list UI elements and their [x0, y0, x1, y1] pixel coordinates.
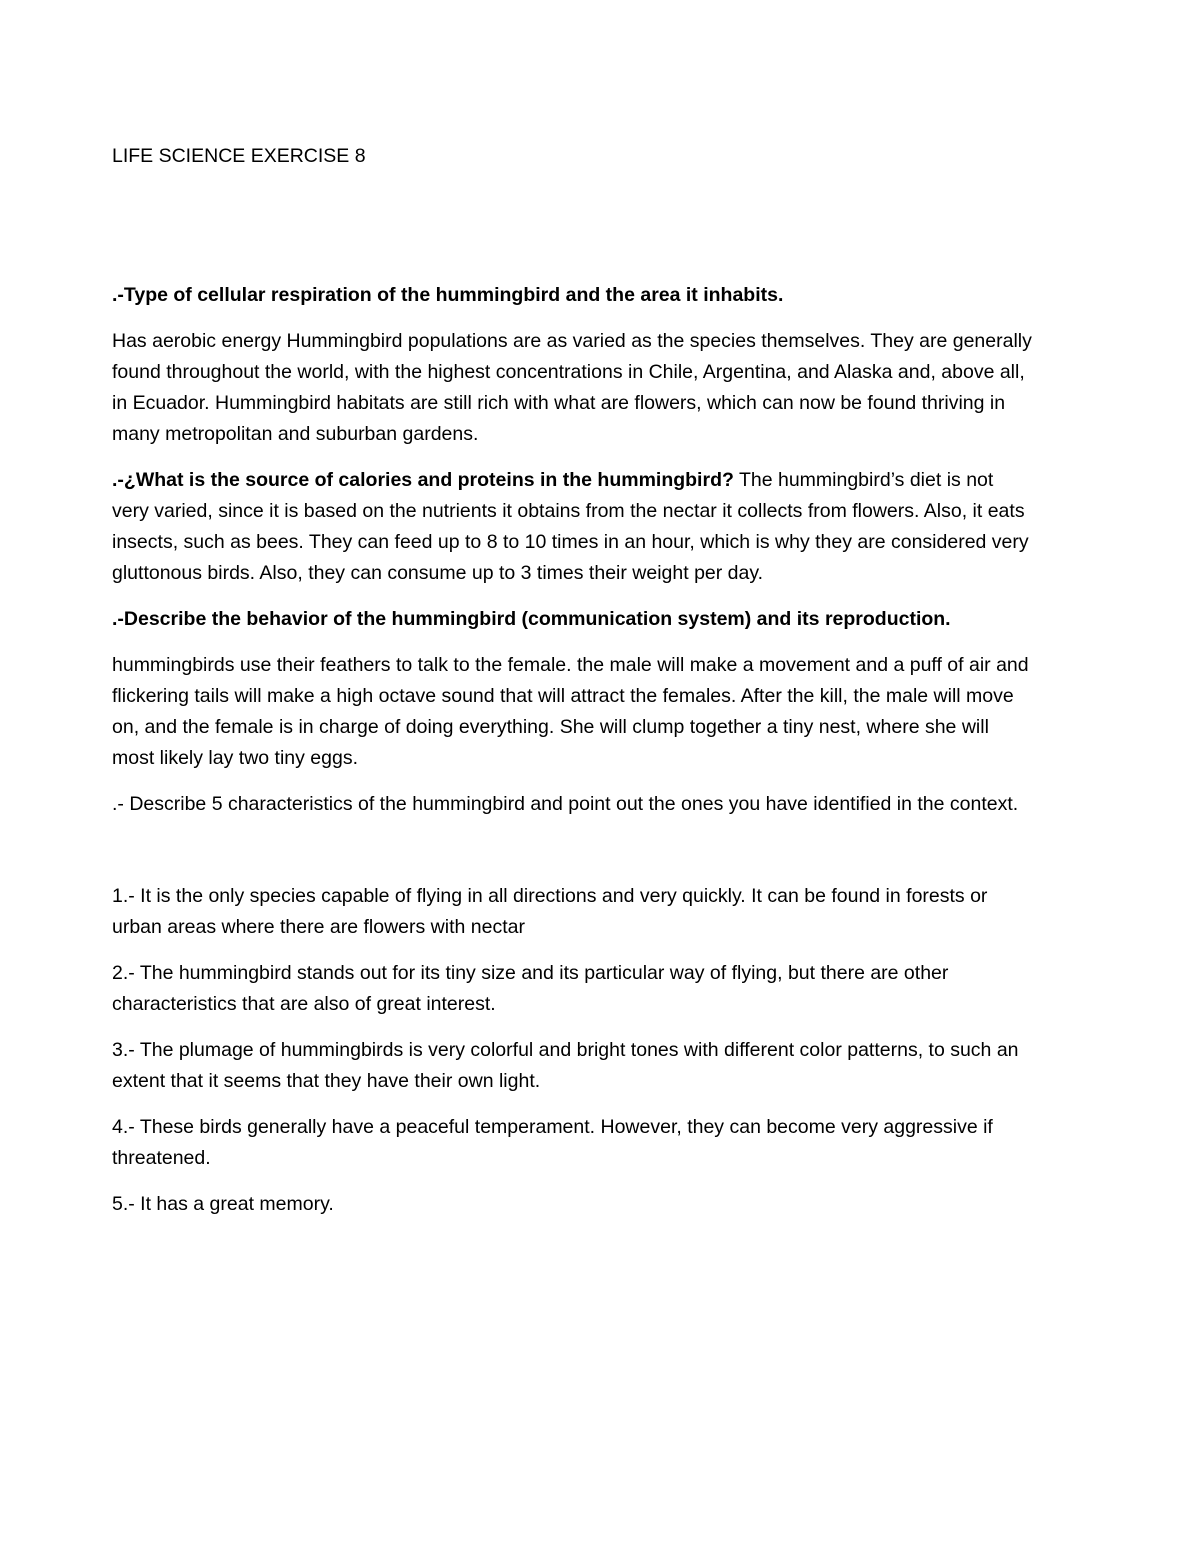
document-body: [112, 280, 1032, 1235]
characteristic-item: 5.- It has a great memory.: [112, 1193, 334, 1215]
spacer: [112, 835, 1032, 881]
question-2-heading: .-¿What is the source of calories and proteins in the hummingbird?: [112, 469, 734, 491]
characteristic-item: 3.- The plumage of hummingbirds is very colorful and bright tones with different color patterns, to such an extent that it seems that they have their own light.: [112, 1039, 1019, 1092]
question-1-answer: Has aerobic energy Hummingbird populations are as varied as the species themselves. They are generally found throughout the world, with the highest concentrations in Chile, Argentina, and Alaska and, above all, in Ecuador. Hummingbird habitats are still rich with what are flowers, which can now be found thriving in many metropolitan and suburban gardens.: [112, 330, 1032, 445]
document-title: LIFE SCIENCE EXERCISE 8: [112, 145, 366, 167]
question-2-answer: The hummingbird’s diet is not very varied, since it is based on the nutrients it obtains from the nectar it collects from flowers. Also, it eats insects, such as bees. They can feed up to 8 to 10 times in an hour, which is why they are considered very gluttonous birds. Also, they can consume up to 3 times their weight per day.: [112, 469, 1029, 584]
characteristic-item: 2.- The hummingbird stands out for its tiny size and its particular way of flying, but there are other characteristics that are also of great interest.: [112, 962, 949, 1015]
question-3-heading: .-Describe the behavior of the hummingbird (communication system) and its reproduction.: [112, 608, 951, 630]
question-1-heading: .-Type of cellular respiration of the hummingbird and the area it inhabits.: [112, 284, 784, 306]
characteristic-item: 1.- It is the only species capable of flying in all directions and very quickly. It can be found in forests or urban areas where there are flowers with nectar: [112, 885, 988, 938]
characteristic-item: 4.- These birds generally have a peaceful temperament. However, they can become very aggressive if threatened.: [112, 1116, 993, 1169]
question-2-paragraph: [112, 465, 1032, 589]
question-3-answer: hummingbirds use their feathers to talk to the female. the male will make a movement and a puff of air and flickering tails will make a high octave sound that will attract the females. After the kill, the male will move on, and the female is in charge of doing everything. She will clump together a tiny nest, where she will most likely lay two tiny eggs.: [112, 654, 1029, 769]
question-4-heading: .- Describe 5 characteristics of the hummingbird and point out the ones you have identified in the context.: [112, 793, 1019, 815]
